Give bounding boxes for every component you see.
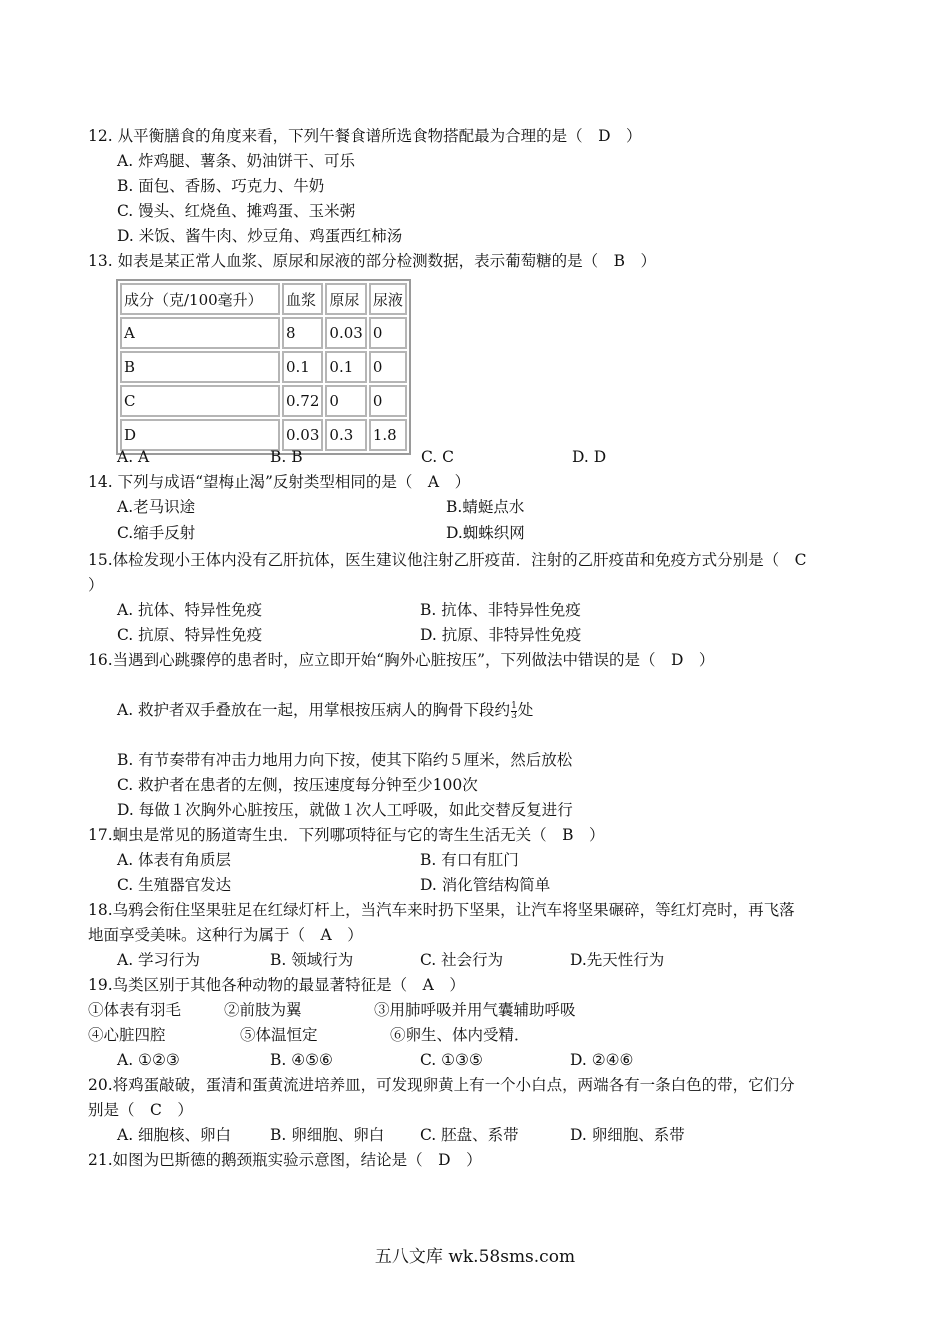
question-15-option-a: A. 抗体、特异性免疫 xyxy=(117,601,263,619)
table-header-row xyxy=(120,283,407,315)
question-13-option-c: C. C xyxy=(421,448,455,466)
table-cell: 0.03 xyxy=(325,317,366,349)
question-15-option-b: B. 抗体、非特异性免疫 xyxy=(420,601,581,619)
question-18-stem-cont: 地面享受美味。这种行为属于（ A ） xyxy=(88,926,363,944)
table-cell: C xyxy=(120,385,280,417)
question-14-option-c: C.缩手反射 xyxy=(117,524,196,542)
question-16-option-a xyxy=(117,698,877,722)
question-17-stem: 17.蛔虫是常见的肠道寄生虫．下列哪项特征与它的寄生生活无关（ B ） xyxy=(88,826,605,844)
table-cell: 1.8 xyxy=(369,419,407,451)
question-20-stem-cont: 别是（ C ） xyxy=(88,1101,193,1119)
question-19-option-a: A. ①②③ xyxy=(117,1051,180,1069)
question-13-option-a: A. A xyxy=(117,448,150,466)
fraction-one-third xyxy=(511,702,517,721)
question-12-option-c: C. 馒头、红烧鱼、摊鸡蛋、玉米粥 xyxy=(117,202,356,220)
fraction-denominator: 3 xyxy=(511,710,517,721)
question-19-option-b: B. ④⑤⑥ xyxy=(270,1051,333,1069)
question-14-option-d: D.蜘蛛织网 xyxy=(446,524,525,542)
table-row xyxy=(120,317,407,349)
question-18-stem: 18.乌鸦会衔住坚果驻足在红绿灯杆上，当汽车来时扔下坚果，让汽车将坚果碾碎，等红灯亮时，再飞落 xyxy=(88,901,795,919)
question-16-option-a-tail: 处 xyxy=(517,701,534,719)
table-header-cell: 原尿 xyxy=(325,283,366,315)
question-17-option-c: C. 生殖器官发达 xyxy=(117,876,232,894)
table-cell: A xyxy=(120,317,280,349)
question-12-stem: 12. 从平衡膳食的角度来看，下列午餐食谱所选食物搭配最为合理的是（ D ） xyxy=(88,127,642,145)
question-20-option-b: B. 卵细胞、卵白 xyxy=(270,1126,385,1144)
question-16-option-c: C. 救护者在患者的左侧，按压速度每分钟至少100次 xyxy=(117,776,478,794)
table-row xyxy=(120,385,407,417)
table-cell: D xyxy=(120,419,280,451)
table-cell: 0 xyxy=(325,385,366,417)
table-cell: 0.1 xyxy=(325,351,366,383)
table-row xyxy=(120,351,407,383)
question-16-option-d: D. 每做１次胸外心脏按压，就做１次人工呼吸，如此交替反复进行 xyxy=(117,801,573,819)
question-15-option-c: C. 抗原、特异性免疫 xyxy=(117,626,263,644)
question-20-option-a: A. 细胞核、卵白 xyxy=(117,1126,232,1144)
question-13-table xyxy=(116,279,411,455)
question-16-option-a-text: A. 救护者双手叠放在一起，用掌根按压病人的胸骨下段约 xyxy=(117,701,511,719)
question-19-item-6: ⑥卵生、体内受精． xyxy=(390,1026,530,1044)
question-18-option-a: A. 学习行为 xyxy=(117,951,201,969)
question-16-option-b: B. 有节奏带有冲击力地用力向下按，使其下陷约５厘米，然后放松 xyxy=(117,751,573,769)
table-cell: 8 xyxy=(282,317,323,349)
question-17-option-b: B. 有口有肛门 xyxy=(420,851,519,869)
question-19-item-5: ⑤体温恒定 xyxy=(240,1026,318,1044)
fraction-numerator: 1 xyxy=(511,700,517,711)
question-15-option-d: D. 抗原、非特异性免疫 xyxy=(420,626,582,644)
question-13-option-b: B. B xyxy=(270,448,303,466)
question-19-item-2: ②前肢为翼 xyxy=(224,1001,302,1019)
table-cell: 0.72 xyxy=(282,385,323,417)
question-19-item-4: ④心脏四腔 xyxy=(88,1026,166,1044)
question-14-option-b: B.蜻蜓点水 xyxy=(446,498,525,516)
question-13-stem: 13. 如表是某正常人血浆、原尿和尿液的部分检测数据，表示葡萄糖的是（ B ） xyxy=(88,252,656,270)
table-header-cell: 成分（克/100毫升） xyxy=(120,283,280,315)
question-13-option-d: D. D xyxy=(572,448,607,466)
question-18-option-d: D.先天性行为 xyxy=(570,951,665,969)
question-19-item-3: ③用肺呼吸并用气囊辅助呼吸 xyxy=(374,1001,576,1019)
question-18-option-c: C. 社会行为 xyxy=(420,951,504,969)
question-20-option-c: C. 胚盘、系带 xyxy=(420,1126,519,1144)
table-header-cell: 尿液 xyxy=(369,283,407,315)
table-cell: B xyxy=(120,351,280,383)
question-14-option-a: A.老马识途 xyxy=(117,498,196,516)
question-14-stem: 14. 下列与成语“望梅止渴”反射类型相同的是（ A ） xyxy=(88,473,471,491)
question-17-option-a: A. 体表有角质层 xyxy=(117,851,232,869)
page-footer: 五八文库 wk.58sms.com xyxy=(374,1247,576,1267)
table-cell: 0 xyxy=(369,385,407,417)
table-header-cell: 血浆 xyxy=(282,283,323,315)
table-row xyxy=(120,419,407,451)
table-cell: 0.03 xyxy=(282,419,323,451)
question-17-option-d: D. 消化管结构简单 xyxy=(420,876,551,894)
question-12-option-d: D. 米饭、酱牛肉、炒豆角、鸡蛋西红柿汤 xyxy=(117,227,403,245)
question-15-stem-cont: ） xyxy=(88,576,104,594)
question-19-stem: 19.鸟类区别于其他各种动物的最显著特征是（ A ） xyxy=(88,976,465,994)
question-21-stem: 21.如图为巴斯德的鹅颈瓶实验示意图，结论是（ D ） xyxy=(88,1151,482,1169)
question-19-option-d: D. ②④⑥ xyxy=(570,1051,634,1069)
table-cell: 0.3 xyxy=(325,419,366,451)
question-20-option-d: D. 卵细胞、系带 xyxy=(570,1126,685,1144)
question-19-item-1: ①体表有羽毛 xyxy=(88,1001,182,1019)
question-16-stem: 16.当遇到心跳骤停的患者时，应立即开始“胸外心脏按压”，下列做法中错误的是（ D ） xyxy=(88,651,715,669)
table-cell: 0 xyxy=(369,317,407,349)
question-18-option-b: B. 领域行为 xyxy=(270,951,354,969)
question-15-stem: 15.体检发现小王体内没有乙肝抗体，医生建议他注射乙肝疫苗．注射的乙肝疫苗和免疫方式分别是（ C xyxy=(88,551,807,569)
question-20-stem: 20.将鸡蛋敲破，蛋清和蛋黄流进培养皿，可发现卵黄上有一个小白点，两端各有一条白色的带，它们分 xyxy=(88,1076,795,1094)
question-12-option-b: B. 面包、香肠、巧克力、牛奶 xyxy=(117,177,325,195)
table-cell: 0 xyxy=(369,351,407,383)
question-12-option-a: A. 炸鸡腿、薯条、奶油饼干、可乐 xyxy=(117,152,356,170)
table-cell: 0.1 xyxy=(282,351,323,383)
question-19-option-c: C. ①③⑤ xyxy=(420,1051,483,1069)
